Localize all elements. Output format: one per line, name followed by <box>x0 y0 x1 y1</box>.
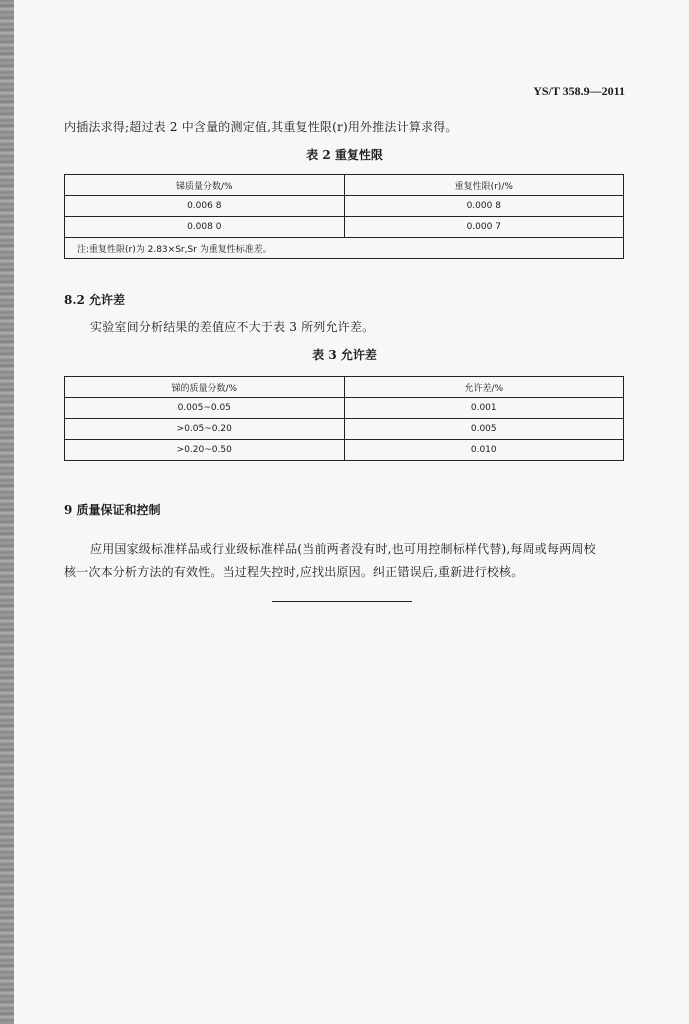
table-cell: 0.006 8 <box>65 196 345 217</box>
table-cell: 0.010 <box>344 440 624 461</box>
repeatability-table <box>64 174 624 259</box>
table-row <box>65 217 624 238</box>
section-9-line-2: 核一次本分析方法的有效性。当过程失控时,应找出原因。纠正错误后,重新进行校核。 <box>64 565 524 579</box>
column-header: 允许差/% <box>344 377 624 398</box>
section-8-2-body: 实验室间分析结果的差值应不大于表 3 所列允许差。 <box>90 320 375 334</box>
end-rule <box>272 601 412 602</box>
column-header: 重复性限(r)/% <box>344 175 624 196</box>
table-note: 注:重复性限(r)为 2.83×Sr,Sr 为重复性标准差。 <box>65 238 624 259</box>
table-note-row <box>65 238 624 259</box>
table-cell: 0.001 <box>344 398 624 419</box>
column-header: 锑质量分数/% <box>65 175 345 196</box>
table-cell: 0.005 <box>344 419 624 440</box>
section-8-2-heading: 8.2 允许差 <box>64 293 126 307</box>
table-cell: >0.05~0.20 <box>65 419 345 440</box>
table-header-row <box>65 377 624 398</box>
intro-line: 内插法求得;超过表 2 中含量的测定值,其重复性限(r)用外推法计算求得。 <box>64 120 458 134</box>
table3-title: 表 3 允许差 <box>312 348 377 362</box>
table-header-row <box>65 175 624 196</box>
section-9-heading: 9 质量保证和控制 <box>64 503 161 517</box>
table-row <box>65 398 624 419</box>
tolerance-table <box>64 376 624 461</box>
table-row <box>65 419 624 440</box>
table2-title: 表 2 重复性限 <box>306 148 383 162</box>
table-cell: 0.008 0 <box>65 217 345 238</box>
column-header: 锑的质量分数/% <box>65 377 345 398</box>
table-cell: 0.005~0.05 <box>65 398 345 419</box>
standard-code: YS/T 358.9—2011 <box>533 84 625 98</box>
section-9-line-1: 应用国家级标准样品或行业级标准样品(当前两者没有时,也可用控制标样代替),每周或每两周校 <box>90 542 596 556</box>
table-row <box>65 440 624 461</box>
table-row <box>65 196 624 217</box>
table-cell: 0.000 7 <box>344 217 624 238</box>
table-cell: >0.20~0.50 <box>65 440 345 461</box>
table-cell: 0.000 8 <box>344 196 624 217</box>
